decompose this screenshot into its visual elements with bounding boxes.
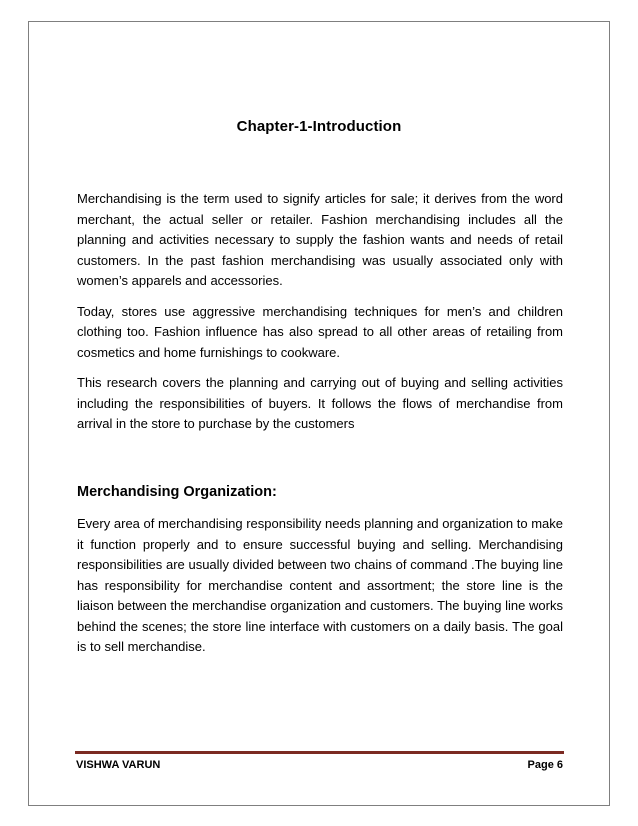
section-heading: Merchandising Organization: [77,484,277,500]
intro-section [77,189,563,445]
footer-page-number: Page 6 [527,759,563,771]
chapter-title: Chapter-1-Introduction [236,118,402,135]
intro-paragraph-3: This research covers the planning and carrying out of buying and selling activities including the responsibilities of buyers. It follows the flows of merchandise from arrival in the store to purchase by the customers [77,375,563,431]
intro-paragraph-1: Merchandising is the term used to signify articles for sale; it derives from the word merchant, the actual seller or retailer. Fashion merchandising includes all the planning and activities necessary to supply the fashion wants and needs of retail customers. In the past fashion merchandising was usually associated only with women’s apparels and accessories. [77,191,563,288]
footer-rule [75,751,564,754]
intro-paragraph-2: Today, stores use aggressive merchandising techniques for men’s and children clothing too. Fashion influence has also spread to all other areas of retailing from cosmetics and home furnishings to cookware. [77,303,563,360]
organization-paragraph: Every area of merchandising responsibility needs planning and organization to make it function properly and to ensure successful buying and selling. Merchandising responsibilities are usually divided between two chains of command .The buying line has responsibility for merchandise content and assortment; the store line is the liaison between the merchandise organization and customers. The buying line works behind the scenes; the store line interface with customers on a daily basis. The goal is to sell merchandise. [77,516,563,654]
footer-author: VISHWA VARUN [76,759,161,771]
organization-section [77,514,563,668]
